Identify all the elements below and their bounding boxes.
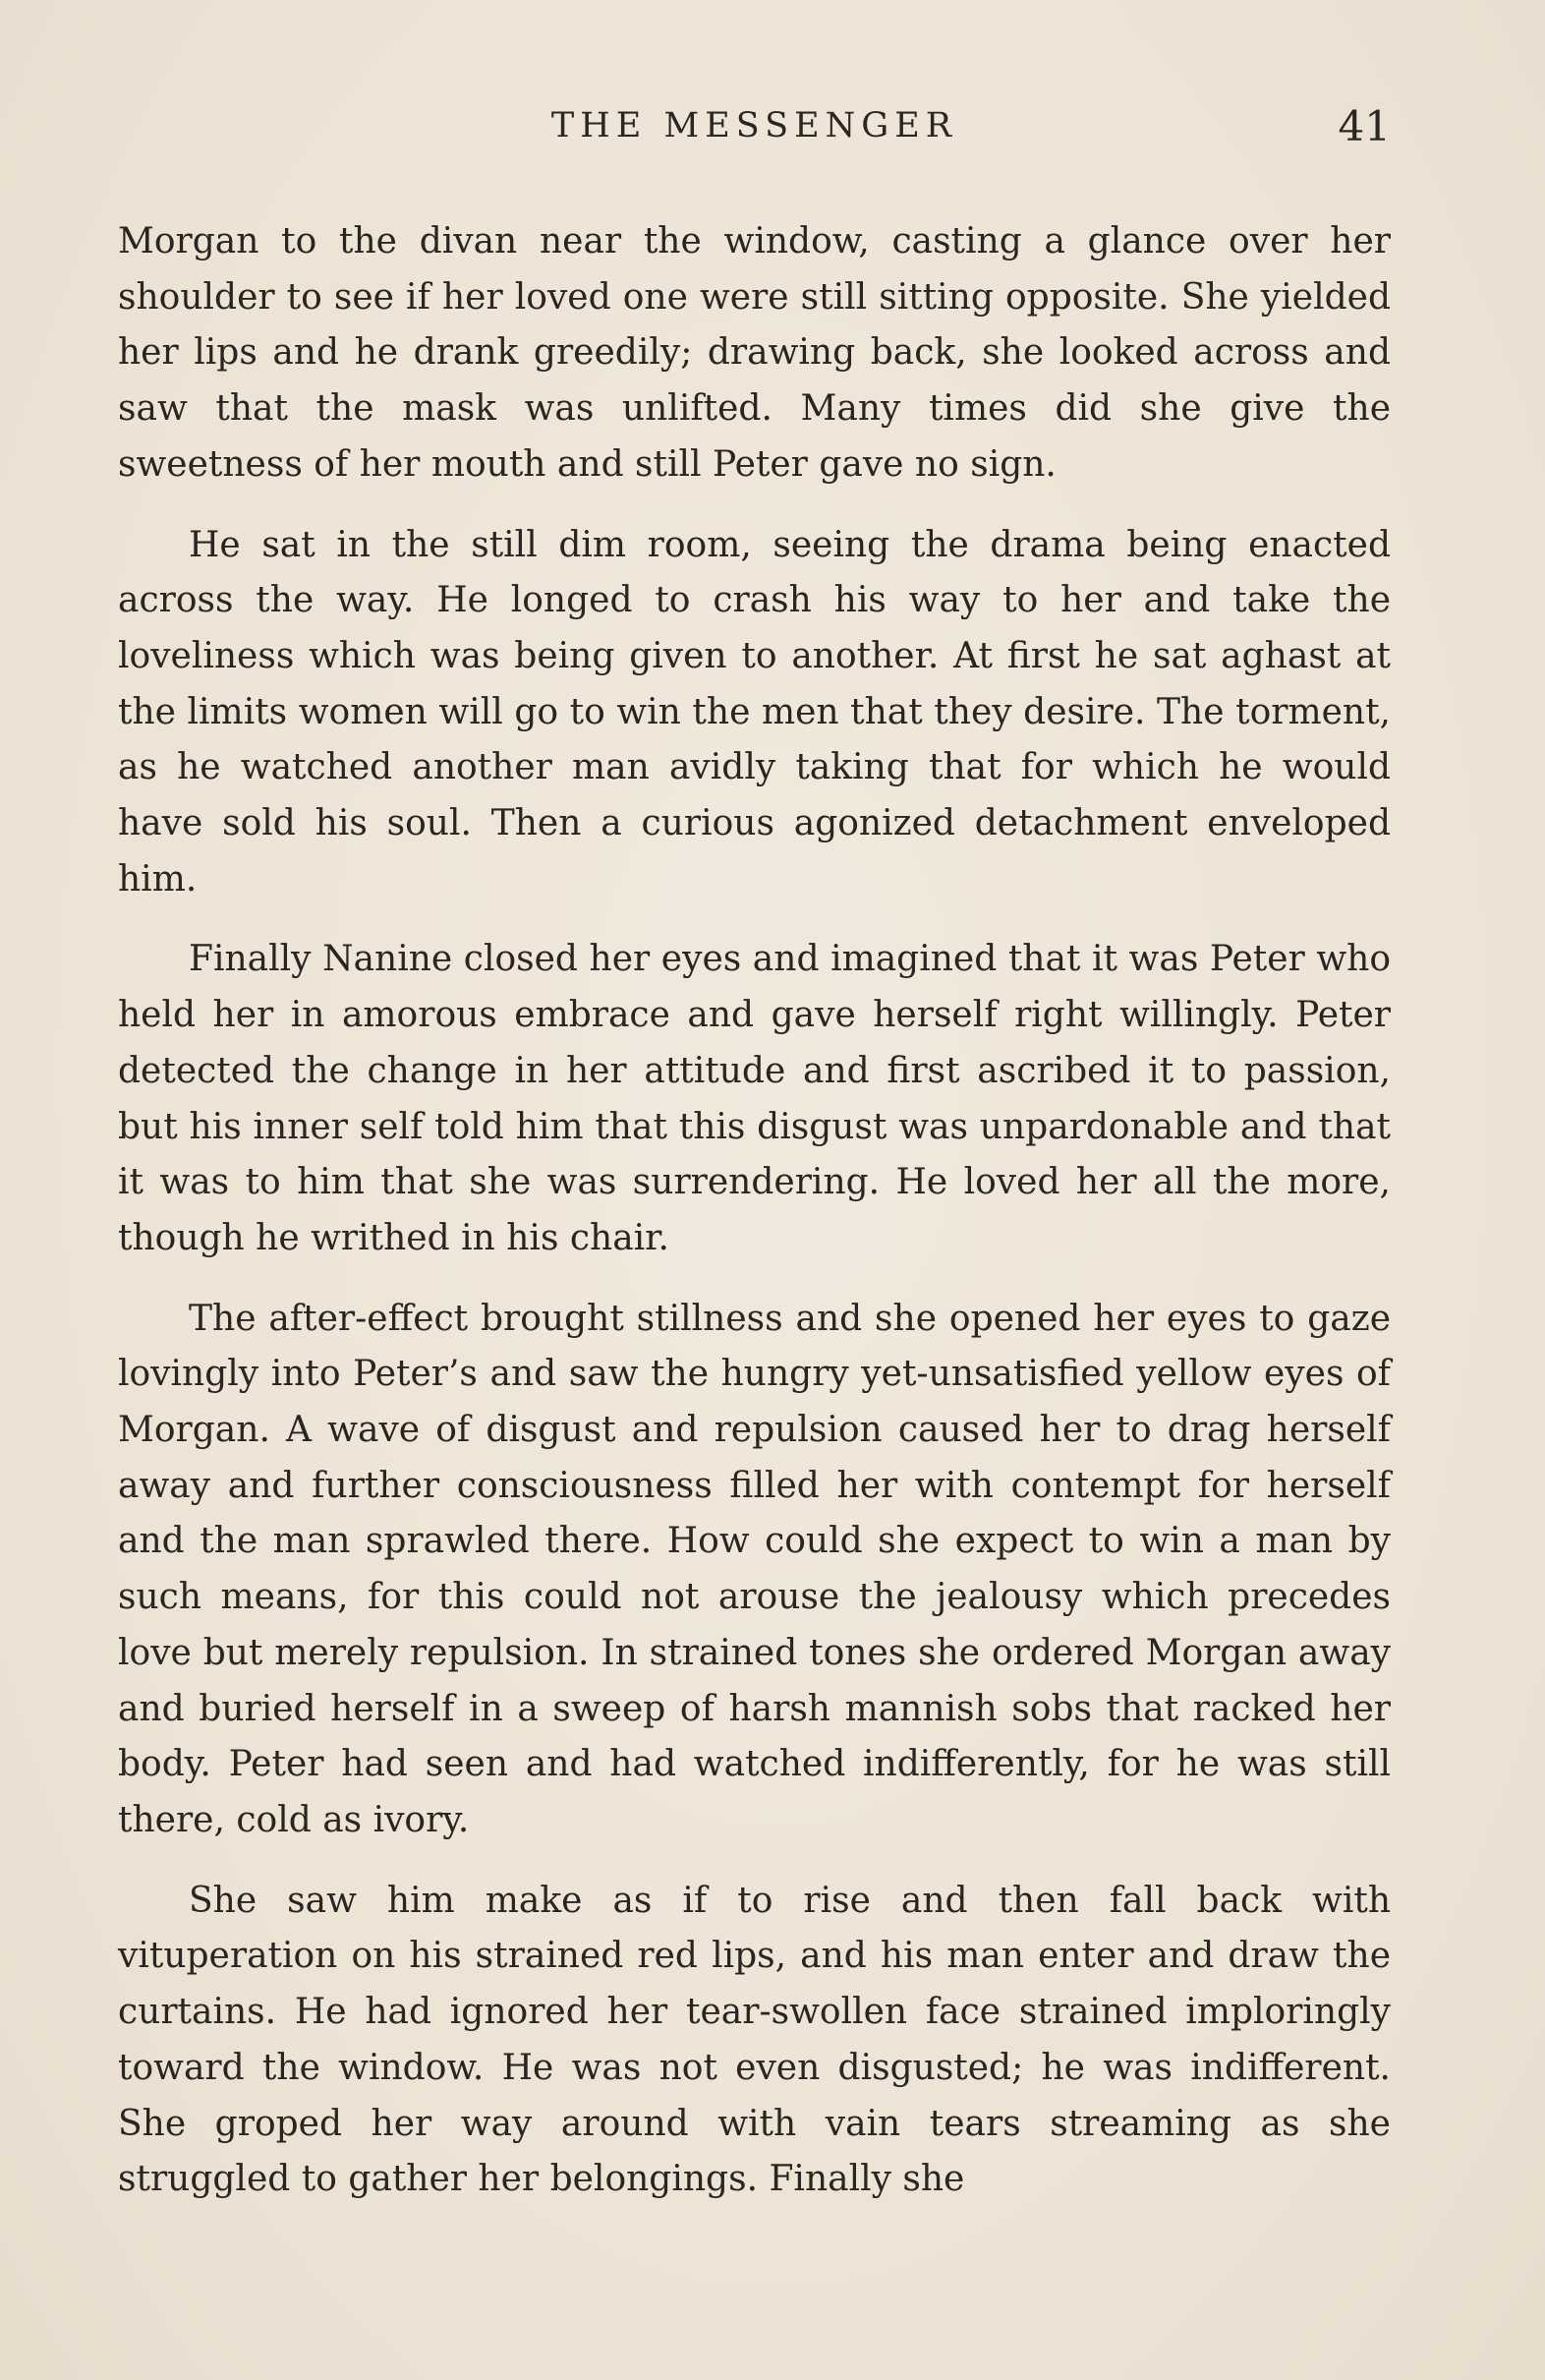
paragraph-3: Finally Nanine closed her eyes and imagined that it was Peter who held her in amorous embrace and gave herself right willingly. Peter detected the change in her attitude and first ascribed it to passion, but his inner self told him that this disgust was unpardonable and that it was to him that she was surrendering. He loved her all the more, though he writhed in his chair.	[118, 939, 1391, 1258]
running-head	[118, 102, 1391, 165]
paragraph-4: The after-effect brought stillness and she opened her eyes to gaze lovingly into Peter’s and saw the hungry yet-unsatisfied yellow eyes of Morgan. A wave of disgust and repulsion caused her to drag herself away and further consciousness filled her with contempt for herself and the man sprawled there. How could she expect to win a man by such means, for this could not arouse the jealousy which precedes love but merely repulsion. In strained tones she ordered Morgan away and buried herself in a sweep of harsh mannish sobs that racked her body. Peter had seen and had watched indifferently, for he was still there, cold as ivory.	[118, 1298, 1391, 1840]
paragraph-2: He sat in the still dim room, seeing the drama being enacted across the way. He longed to crash his way to her and take the loveliness which was being given to another. At first he sat aghast at the limits women will go to win the men that they desire. The torment, as he watched another man avidly taking that for which he would have sold his soul. Then a curious agonized detachment enveloped him.	[118, 524, 1391, 900]
body-text	[118, 214, 1391, 2233]
paragraph-1: Morgan to the divan near the window, casting a glance over her shoulder to see if her loved one were still sitting opposite. She yielded her lips and he drank greedily; drawing back, she looked across and saw that the mask was unlifted. Many times did she give the sweetness of her mouth and still Peter gave no sign.	[118, 221, 1391, 485]
running-title: THE MESSENGER	[550, 106, 958, 145]
paragraph-5: She saw him make as if to rise and then fall back with vituperation on his strained red lips, and his man enter and draw the curtains. He had ignored her tear-swollen face strained imploringly toward the window. He was not even disgusted; he was indifferent. She groped her way around with vain tears streaming as she struggled to gather her belongings. Finally she	[118, 1880, 1391, 2200]
page-number: 41	[1338, 102, 1391, 150]
